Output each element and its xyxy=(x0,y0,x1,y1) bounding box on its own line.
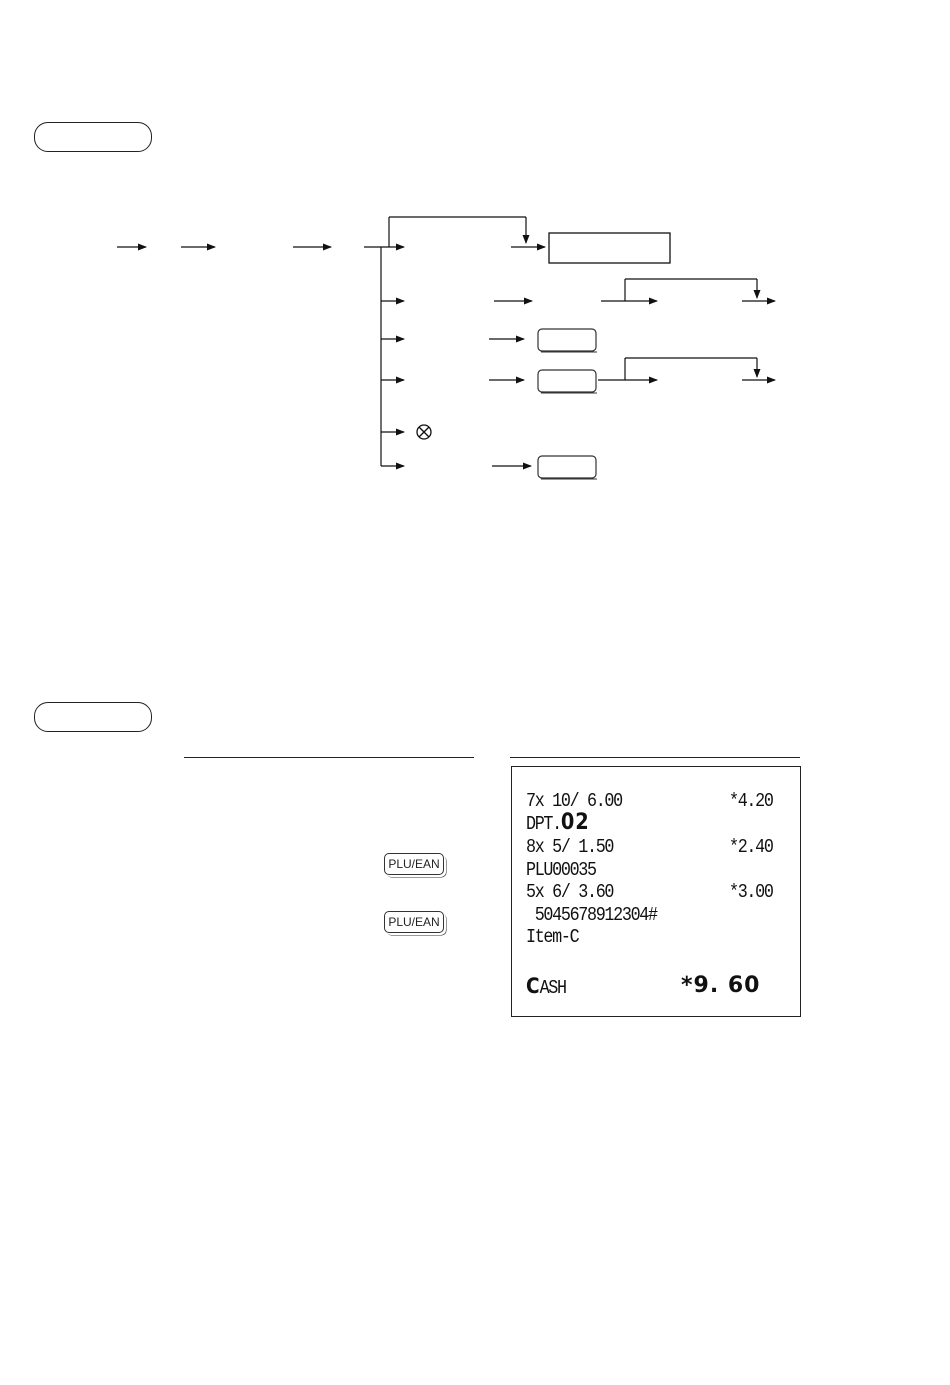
receipt-line: Item-C xyxy=(526,926,579,948)
receipt-line: PLU00035 xyxy=(526,859,596,881)
receipt-line: 8x 5/ 1.50 xyxy=(526,836,614,858)
print-header-rule xyxy=(510,757,800,758)
multiply-key-symbol xyxy=(417,425,431,439)
receipt-printout xyxy=(511,766,801,1017)
cash-label-initial: C xyxy=(526,974,540,998)
receipt-amount: *4.20 xyxy=(729,790,773,812)
blank-key xyxy=(538,329,596,351)
receipt-line: 5045678912304# xyxy=(526,904,657,926)
blank-key xyxy=(538,456,596,478)
plu-ean-key[interactable]: PLU/EAN xyxy=(384,911,444,933)
department-label: DPT. xyxy=(526,813,561,835)
department-number: 02 xyxy=(560,810,590,835)
entry-box xyxy=(549,233,670,263)
cash-total-amount: *9. 60 xyxy=(681,973,761,998)
cash-label xyxy=(526,974,566,999)
receipt-amount: *3.00 xyxy=(729,881,773,903)
receipt-line: 7x 10/ 6.00 xyxy=(526,790,622,812)
cash-label-rest: ASH xyxy=(539,977,566,999)
blank-key xyxy=(538,370,596,392)
example-section-label xyxy=(34,702,152,732)
plu-ean-key[interactable]: PLU/EAN xyxy=(384,853,444,875)
key-operation-header-rule xyxy=(184,757,474,758)
receipt-department-line xyxy=(526,810,590,835)
receipt-line: 5x 6/ 3.60 xyxy=(526,881,614,903)
key-operation-flow-diagram xyxy=(0,0,950,500)
receipt-amount: *2.40 xyxy=(729,836,773,858)
